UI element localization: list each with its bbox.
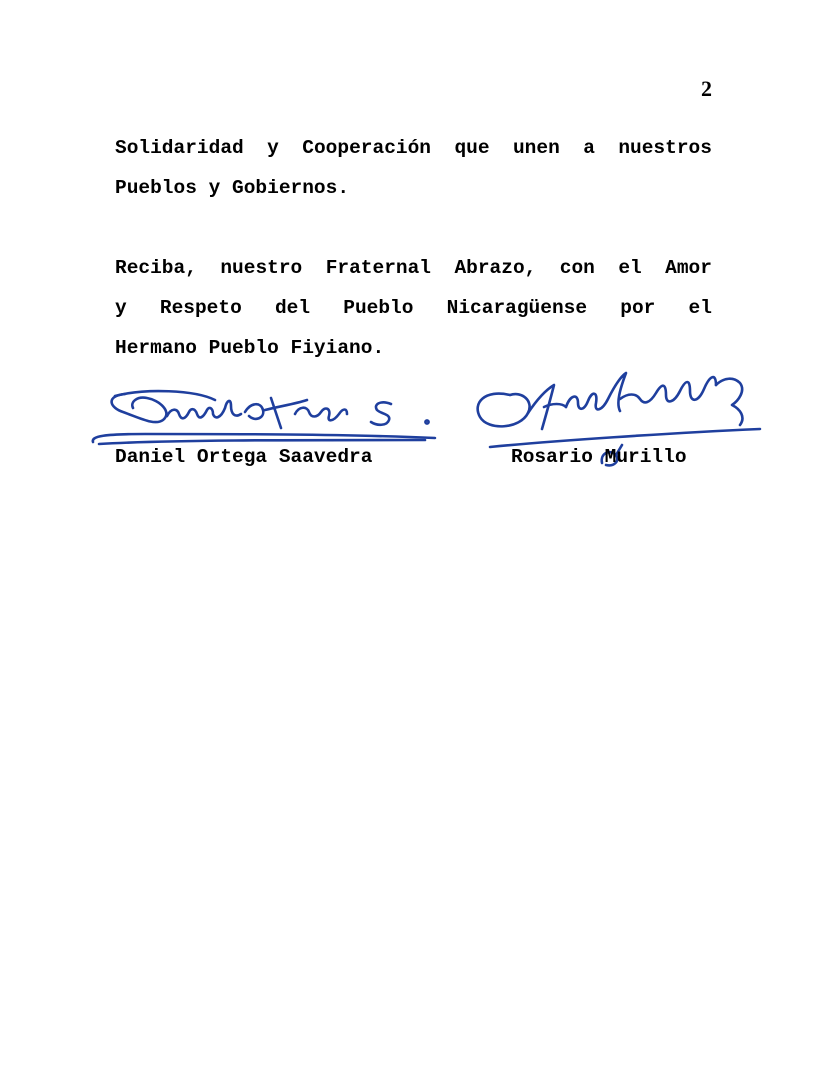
word: del [274, 297, 311, 319]
word: Amor [665, 257, 712, 279]
signer-name-left: Daniel Ortega Saavedra [115, 446, 373, 468]
word: Respeto [159, 297, 242, 319]
body-paragraph-1 [115, 128, 712, 208]
text-line [115, 128, 712, 168]
word: Fraternal [325, 257, 432, 279]
word: que [454, 137, 490, 159]
word: por [620, 297, 656, 319]
word: unen [512, 137, 560, 159]
word: Cooperación [302, 137, 432, 159]
word: y [267, 137, 279, 159]
signature-daniel-ortega [85, 378, 445, 453]
word: Reciba, [115, 257, 197, 279]
word: el [618, 257, 642, 279]
text-line: Hermano Pueblo Fiyiano. [115, 337, 385, 359]
text-line: Pueblos y Gobiernos. [115, 177, 350, 199]
word: con [559, 257, 595, 279]
word: a [583, 137, 595, 159]
text-line [115, 248, 712, 288]
body-paragraph-2 [115, 248, 712, 368]
word: Abrazo, [454, 257, 537, 279]
word: el [688, 297, 712, 319]
word: nuestro [220, 257, 303, 279]
word: nuestros [618, 137, 712, 159]
word: Solidaridad [115, 137, 244, 159]
text-line [115, 288, 712, 328]
word: Pueblo [343, 297, 414, 319]
signer-name-right: Rosario Murillo [511, 446, 687, 468]
word: y [115, 297, 127, 319]
word: Nicaragüense [446, 297, 588, 319]
page-number: 2 [701, 76, 712, 101]
